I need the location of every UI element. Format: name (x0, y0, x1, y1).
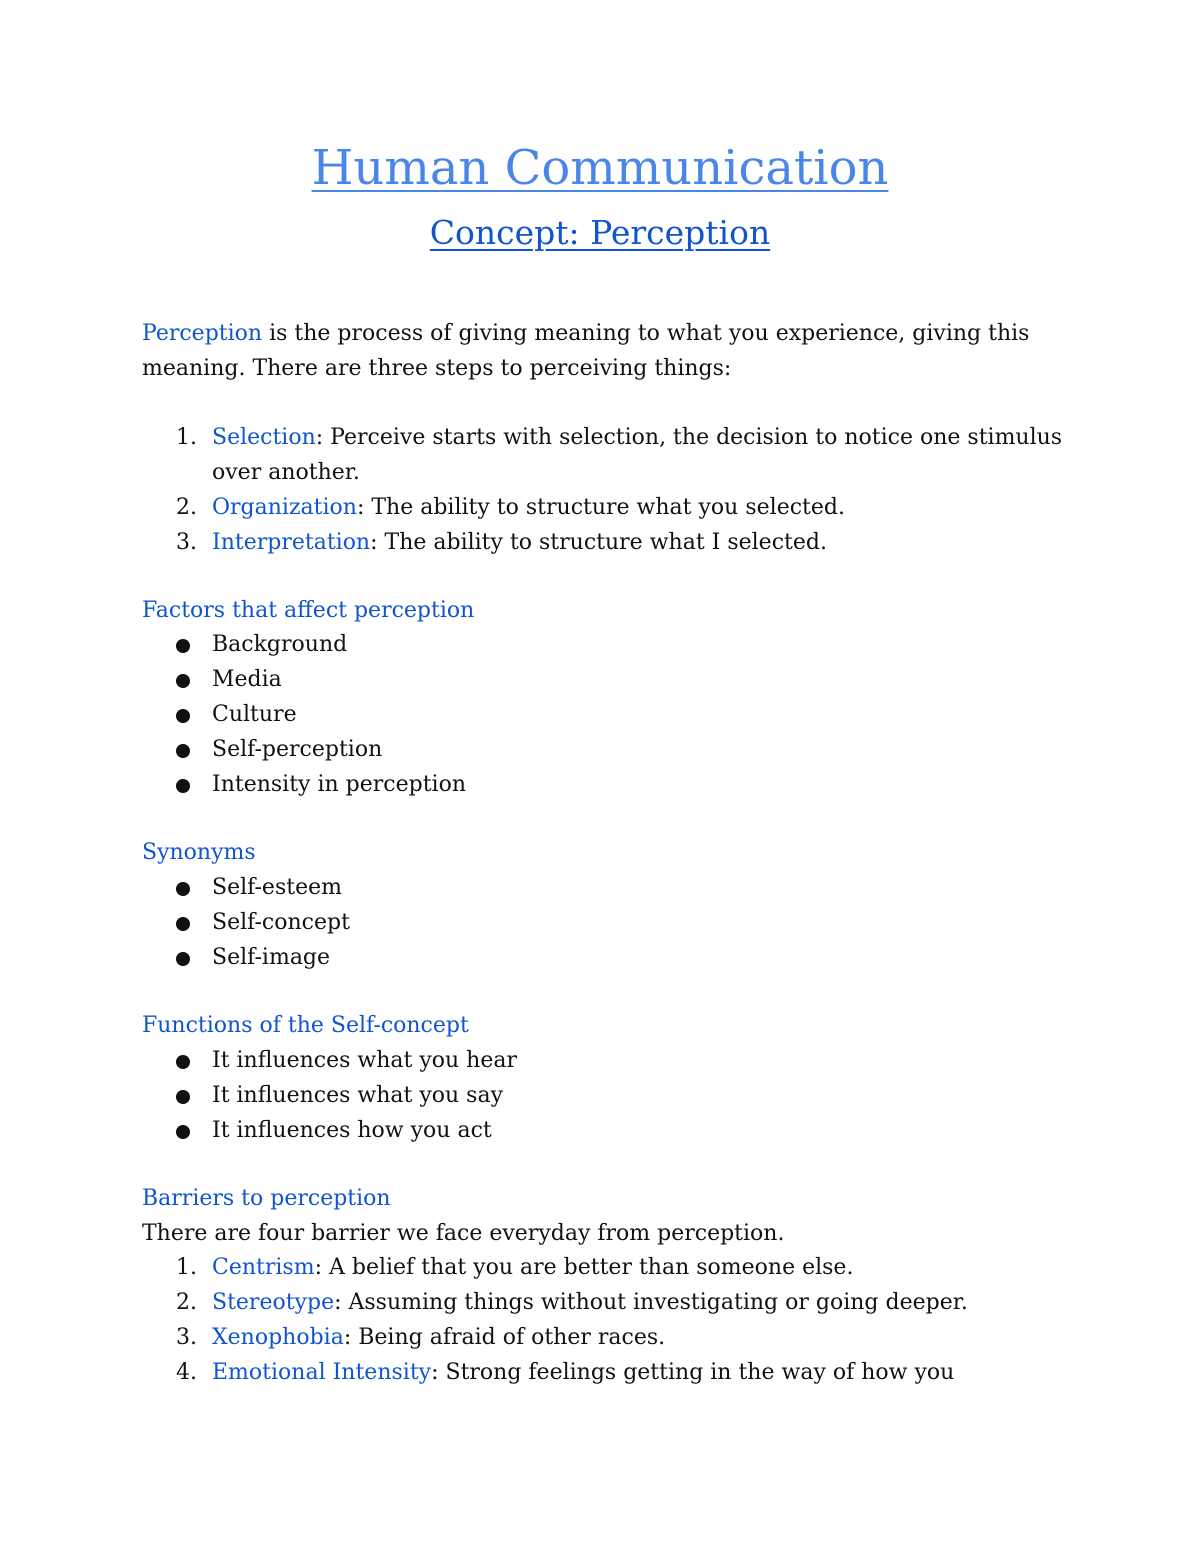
bullet-icon (176, 674, 190, 688)
barrier-term: Centrism (212, 1255, 315, 1280)
list-item (142, 732, 1072, 767)
factors-heading: Factors that affect perception (142, 598, 475, 623)
barriers-heading: Barriers to perception (142, 1186, 391, 1211)
list-item (142, 1320, 1072, 1355)
step-term: Selection (212, 425, 316, 450)
synonyms-list (142, 870, 1072, 975)
list-item-text: It influences what you say (212, 1083, 504, 1108)
bullet-icon (176, 779, 190, 793)
list-item (142, 662, 1072, 697)
barrier-term: Emotional Intensity (212, 1360, 432, 1385)
bullet-icon (176, 1090, 190, 1104)
list-item-text: Self-concept (212, 910, 350, 935)
list-item (142, 697, 1072, 732)
functions-list (142, 1043, 1072, 1148)
barrier-text: : A belief that you are better than someone else. (314, 1255, 854, 1280)
functions-heading: Functions of the Self-concept (142, 1013, 469, 1038)
intro-paragraph (142, 316, 1072, 386)
step-text: : The ability to structure what I selected. (370, 530, 827, 555)
list-item (142, 1113, 1072, 1148)
list-number: 2. (176, 495, 197, 520)
list-item (142, 525, 1072, 560)
list-item (142, 1078, 1072, 1113)
list-number: 1. (176, 425, 197, 450)
page-subtitle: Concept: Perception (429, 213, 771, 252)
bullet-icon (176, 917, 190, 931)
intro-term: Perception (142, 321, 263, 346)
barriers-intro: There are four barrier we face everyday from perception. (142, 1221, 785, 1246)
bullet-icon (176, 639, 190, 653)
list-item-text: Self-esteem (212, 875, 342, 900)
list-item (142, 1043, 1072, 1078)
list-item-text: Self-image (212, 945, 331, 970)
intro-text: is the process of giving meaning to what you experience, giving this meaning. There are three steps to perceiving things: (142, 321, 1030, 381)
bullet-icon (176, 952, 190, 966)
step-text: : Perceive starts with selection, the decision to notice one stimulus over another. (212, 425, 1063, 485)
barriers-list (142, 1250, 1072, 1390)
list-item-text: Background (212, 632, 348, 657)
list-item (142, 420, 1072, 490)
steps-list (142, 420, 1072, 560)
step-text: : The ability to structure what you selected. (356, 495, 845, 520)
barrier-term: Xenophobia (212, 1325, 344, 1350)
list-number: 4. (176, 1360, 197, 1385)
list-item (142, 870, 1072, 905)
list-item (142, 627, 1072, 662)
list-item (142, 767, 1072, 802)
bullet-icon (176, 882, 190, 896)
barrier-text: : Being afraid of other races. (343, 1325, 666, 1350)
list-item (142, 490, 1072, 525)
factors-list (142, 627, 1072, 802)
barrier-text: : Assuming things without investigating or going deeper. (334, 1290, 968, 1315)
list-number: 1. (176, 1255, 197, 1280)
barrier-text: : Strong feelings getting in the way of how you (431, 1360, 955, 1385)
list-item-text: It influences what you hear (212, 1048, 517, 1073)
bullet-icon (176, 744, 190, 758)
list-item-text: Media (212, 667, 282, 692)
list-item (142, 1355, 1072, 1390)
bullet-icon (176, 1055, 190, 1069)
bullet-icon (176, 1125, 190, 1139)
list-number: 3. (176, 530, 197, 555)
list-number: 2. (176, 1290, 197, 1315)
list-number: 3. (176, 1325, 197, 1350)
step-term: Organization (212, 495, 357, 520)
list-item-text: Self-perception (212, 737, 383, 762)
list-item (142, 1250, 1072, 1285)
step-term: Interpretation (212, 530, 371, 555)
list-item (142, 940, 1072, 975)
synonyms-heading: Synonyms (142, 840, 256, 865)
list-item (142, 1285, 1072, 1320)
barrier-term: Stereotype (212, 1290, 335, 1315)
list-item (142, 905, 1072, 940)
list-item-text: Culture (212, 702, 297, 727)
list-item-text: Intensity in perception (212, 772, 467, 797)
bullet-icon (176, 709, 190, 723)
list-item-text: It influences how you act (212, 1118, 492, 1143)
page-title: Human Communication (311, 140, 889, 196)
